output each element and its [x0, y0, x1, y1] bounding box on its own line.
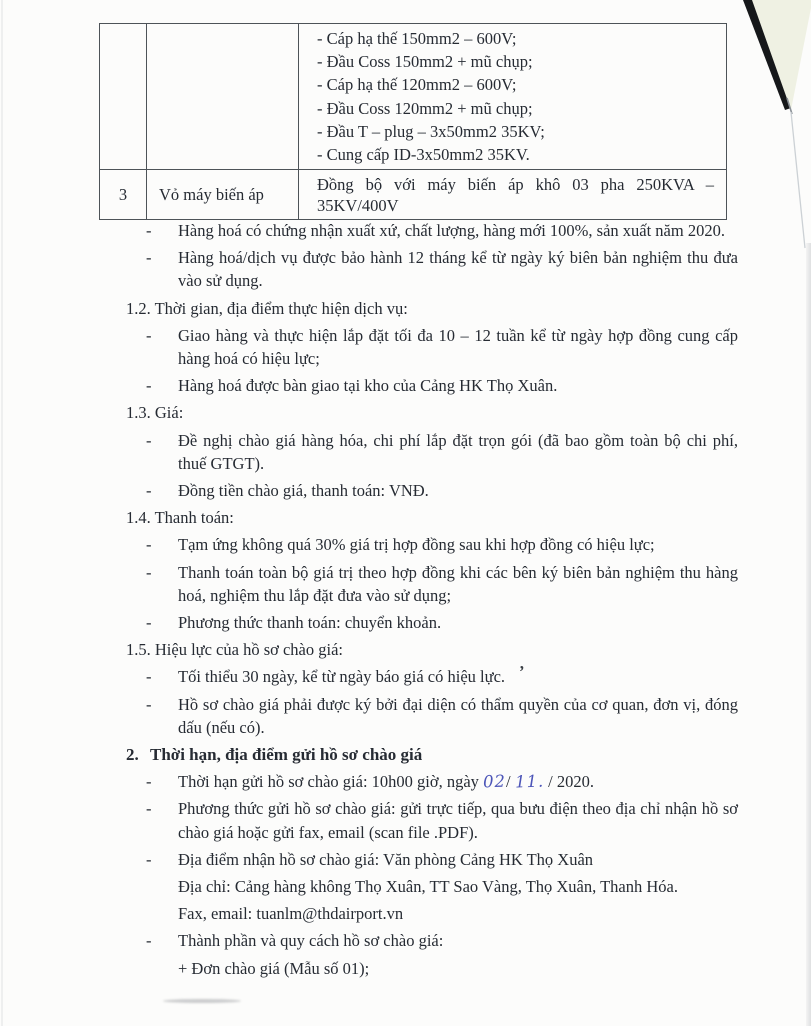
- list-item-min-validity: [126, 662, 738, 688]
- deadline-prefix: Thời hạn gửi hồ sơ chào giá: 10h00 giờ, ngày: [178, 772, 484, 792]
- form01-line: + Đơn chào giá (Mẫu số 01);: [178, 958, 370, 978]
- paragraph: Thanh toán toàn bộ giá trị theo hợp đồng khi các bên ký biên bản nghiệm thu hàng hoá, nghiệm thu lắp đặt đưa vào sử dụng;: [178, 562, 738, 605]
- paragraph: Phương thức thanh toán: chuyển khoản.: [178, 613, 442, 633]
- paragraph: Hàng hoá được bàn giao tại kho của Cảng HK Thọ Xuân.: [178, 376, 558, 396]
- paragraph: Hồ sơ chào giá phải được ký bởi đại diện có thẩm quyền của cơ quan, đơn vị, đóng dấu (nếu có).: [178, 694, 738, 737]
- paragraph: Thành phần và quy cách hồ sơ chào giá:: [178, 931, 444, 951]
- detail-line: - Đầu Coss 120mm2 + mũ chụp;: [317, 98, 533, 118]
- paragraph: [178, 770, 738, 793]
- stray-pen-mark: ’: [519, 662, 525, 682]
- section-number: 2.: [126, 745, 139, 765]
- section-heading-1-3: 1.3. Giá:: [126, 403, 184, 423]
- list-item-handover: [126, 374, 738, 397]
- section-heading-2: [126, 743, 738, 766]
- list-item-warranty: [126, 246, 738, 292]
- paragraph-text: Tối thiểu 30 ngày, kể từ ngày báo giá có hiệu lực.: [178, 667, 506, 687]
- bullet-dash: -: [146, 248, 152, 268]
- detail-line: - Đầu Coss 150mm2 + mũ chụp;: [317, 52, 533, 72]
- paragraph: [178, 662, 738, 688]
- paragraph: Phương thức gửi hồ sơ chào giá: gửi trực tiếp, qua bưu điện theo địa chỉ nhận hồ sơ chào giá hoặc gửi fax, email (scan file .PDF).: [178, 799, 738, 842]
- cell-item-details: [299, 170, 726, 219]
- detail-line: - Cáp hạ thế 120mm2 – 600V;: [317, 75, 517, 95]
- address-line: Địa chỉ: Cảng hàng không Thọ Xuân, TT Sao Vàng, Thọ Xuân, Thanh Hóa.: [178, 877, 678, 897]
- bullet-dash: -: [146, 849, 152, 869]
- cell-item-details: [299, 24, 726, 169]
- paragraph: Hàng hoá có chứng nhận xuất xứ, chất lượng, hàng mới 100%, sản xuất năm 2020.: [178, 221, 725, 240]
- items-table: [99, 23, 727, 220]
- list-item-send-method: [126, 797, 738, 843]
- bullet-dash: -: [146, 799, 152, 819]
- list-item-advance: [126, 533, 738, 556]
- bullet-dash: -: [146, 694, 152, 714]
- table-row-3: [100, 169, 726, 219]
- list-item-components: [126, 929, 738, 952]
- list-item-price-offer: [126, 429, 738, 475]
- cell-stt: [100, 24, 147, 169]
- bullet-dash: -: [146, 376, 152, 396]
- fax-email-line: Fax, email: tuanlm@thdairport.vn: [178, 904, 404, 924]
- scan-left-edge-shadow: [1, 0, 3, 1026]
- bullet-dash: -: [146, 325, 152, 345]
- scan-smudge: [163, 999, 241, 1003]
- detail-text: Đồng bộ với máy biến áp khô 03 pha 250KVA – 35KV/400V: [317, 175, 714, 216]
- bullet-dash: -: [146, 772, 152, 792]
- section-heading-1-2: 1.2. Thời gian, địa điểm thực hiện dịch vụ:: [126, 298, 408, 318]
- section-heading-1-4: 1.4. Thanh toán:: [126, 508, 234, 528]
- cell-stt: 3: [100, 170, 147, 219]
- detail-line: - Cung cấp ID-3x50mm2 35KV.: [317, 145, 530, 165]
- cell-item-name: Vỏ máy biến áp: [147, 170, 299, 219]
- handwritten-day: 02: [482, 771, 507, 792]
- paragraph: Đồng tiền chào giá, thanh toán: VNĐ.: [178, 481, 429, 501]
- list-item-receive-place: [126, 848, 738, 871]
- bullet-dash: -: [146, 931, 152, 951]
- bullet-dash: -: [146, 221, 152, 240]
- list-item-full-payment: [126, 561, 738, 607]
- paragraph: Địa điểm nhận hồ sơ chào giá: Văn phòng Cảng HK Thọ Xuân: [178, 849, 594, 869]
- bullet-dash: -: [146, 562, 152, 582]
- bullet-dash: -: [146, 613, 152, 633]
- list-item-origin: [126, 219, 738, 242]
- bullet-dash: -: [146, 667, 152, 687]
- paragraph: Giao hàng và thực hiện lắp đặt tối đa 10 – 12 tuần kể từ ngày hợp đồng cung cấp hàng hoá có hiệu lực;: [178, 325, 738, 369]
- deadline-suffix: / 2020.: [544, 772, 594, 792]
- list-item-currency: [126, 479, 738, 502]
- list-item-payment-method: [126, 611, 738, 634]
- cell-item-name: [147, 24, 299, 169]
- section-title: Thời hạn, địa điểm gửi hồ sơ chào giá: [150, 745, 423, 765]
- list-item-deadline: [126, 770, 738, 793]
- table-row-continuation: [100, 24, 726, 169]
- paragraph: Hàng hoá/dịch vụ được bảo hành 12 tháng kể từ ngày ký biên bản nghiệm thu đưa vào sử dụng.: [178, 248, 738, 291]
- document-body: [126, 219, 738, 984]
- detail-line: - Cáp hạ thế 150mm2 – 600V;: [317, 29, 517, 48]
- bullet-dash: -: [146, 481, 152, 501]
- detail-line: - Đầu T – plug – 3x50mm2 35KV;: [317, 121, 545, 141]
- paragraph: Tạm ứng không quá 30% giá trị hợp đồng sau khi hợp đồng có hiệu lực;: [178, 535, 655, 555]
- section-heading-1-5: 1.5. Hiệu lực của hồ sơ chào giá:: [126, 640, 343, 660]
- paragraph: Đề nghị chào giá hàng hóa, chi phí lắp đặt trọn gói (đã bao gồm toàn bộ chi phí, thuế GTGT).: [178, 430, 738, 473]
- scan-right-edge-shadow: [806, 243, 811, 1026]
- deadline-separator: /: [506, 772, 515, 792]
- bullet-dash: -: [146, 430, 152, 450]
- list-item-signed: [126, 693, 738, 739]
- bullet-dash: -: [146, 535, 152, 555]
- handwritten-month: 11.: [514, 771, 545, 792]
- corner-fold-faint-line: [791, 112, 805, 248]
- list-item-delivery: [126, 324, 738, 370]
